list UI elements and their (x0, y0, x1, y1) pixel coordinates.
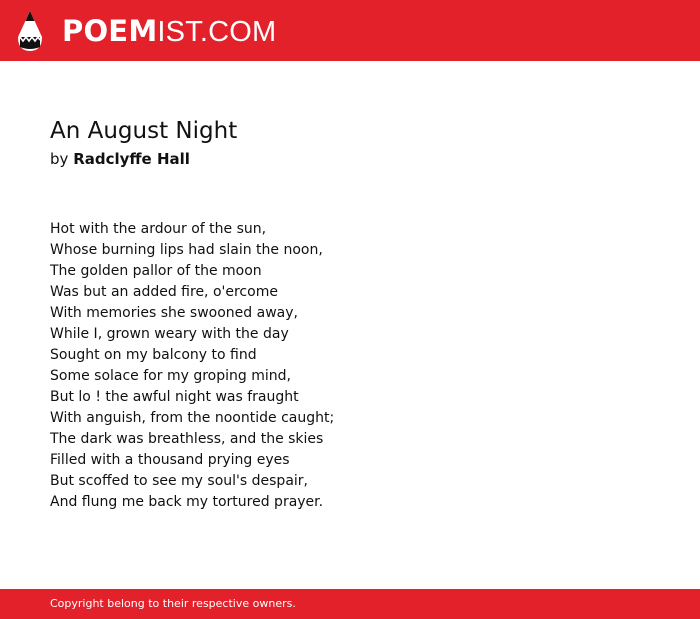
poem-line: Hot with the ardour of the sun, (50, 221, 267, 237)
byline (50, 149, 190, 169)
author-name: Radclyffe Hall (73, 150, 190, 168)
poem-line: The dark was breathless, and the skies (50, 431, 324, 447)
poem-title: An August Night (50, 118, 238, 144)
poem-line: Filled with a thousand prying eyes (50, 452, 290, 468)
poem-line: With memories she swooned away, (50, 305, 298, 321)
poem-body (50, 219, 334, 513)
site-header (0, 0, 700, 61)
poem-line: While I, grown weary with the day (50, 326, 289, 342)
copyright-notice: Copyright belong to their respective owners. (50, 597, 296, 610)
site-logo[interactable] (62, 13, 276, 49)
poem-line: But scoffed to see my soul's despair, (50, 473, 308, 489)
poem-line: Whose burning lips had slain the noon, (50, 242, 323, 258)
by-label: by (50, 150, 69, 168)
poem-line: But lo ! the awful night was fraught (50, 389, 299, 405)
poem-line: Sought on my balcony to find (50, 347, 257, 363)
poem-line: With anguish, from the noontide caught; (50, 410, 335, 426)
poem-line: The golden pallor of the moon (50, 263, 262, 279)
brand-name-light: IST.COM (157, 16, 277, 48)
poem-line: Was but an added fire, o'ercome (50, 284, 278, 300)
site-footer (0, 589, 700, 619)
pencil-tip-icon[interactable] (16, 10, 44, 52)
poem-line: Some solace for my groping mind, (50, 368, 291, 384)
brand-name-bold: POEM (62, 14, 158, 48)
poem-line: And flung me back my tortured prayer. (50, 494, 324, 510)
